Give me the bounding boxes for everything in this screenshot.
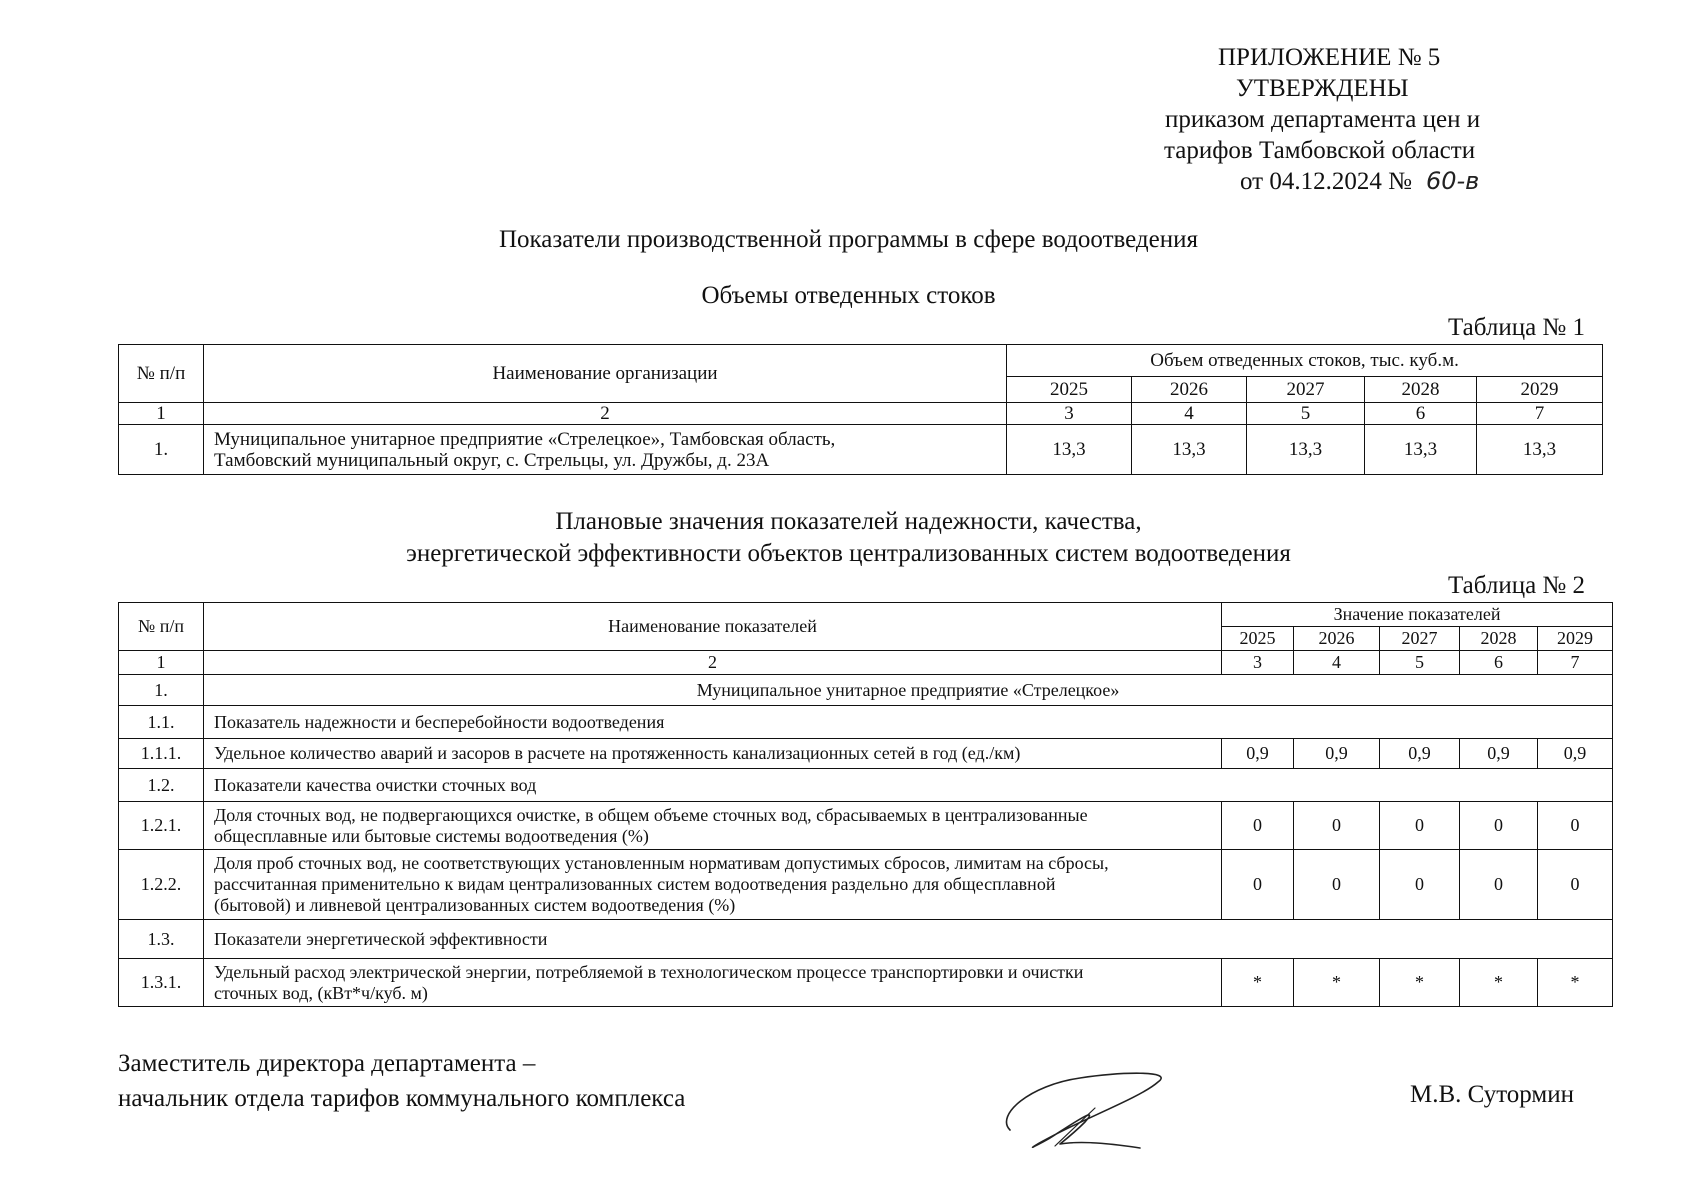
- table2-index-row: [119, 651, 1613, 675]
- table2-value: 0,9: [1294, 739, 1380, 769]
- approved-label: УТВЕРЖДЕНЫ: [1236, 75, 1409, 102]
- handwritten-order-number: 60-в: [1425, 167, 1480, 195]
- table2-value: 0: [1538, 802, 1613, 850]
- table1-value: 13,3: [1007, 425, 1132, 475]
- table1-label: Таблица № 1: [1448, 314, 1586, 341]
- table2-value: *: [1380, 959, 1460, 1007]
- table2-row-num: 1.: [119, 675, 204, 706]
- table2-value: 0,9: [1380, 739, 1460, 769]
- table1-col-group: Объем отведенных стоков, тыс. куб.м.: [1007, 345, 1603, 377]
- table2-value: 0: [1222, 850, 1294, 920]
- table2-index: 2: [204, 651, 1222, 675]
- table-row: [119, 675, 1613, 706]
- table1-index: 4: [1132, 403, 1247, 425]
- table2-row-num: 1.3.1.: [119, 959, 204, 1007]
- table2-index: 5: [1380, 651, 1460, 675]
- table2-col-name: Наименование показателей: [204, 603, 1222, 651]
- table1-index: 7: [1477, 403, 1603, 425]
- table2-value: *: [1222, 959, 1294, 1007]
- approval-order-line1: приказом департамента цен и: [1165, 106, 1481, 133]
- table2-index: 7: [1538, 651, 1613, 675]
- table1-value: 13,3: [1132, 425, 1247, 475]
- table2-value: 0: [1460, 802, 1538, 850]
- table1-value: 13,3: [1365, 425, 1477, 475]
- table2-header-row: [119, 603, 1613, 627]
- table2-section-name: Муниципальное унитарное предприятие «Стрелецкое»: [204, 675, 1613, 706]
- table2-row-num: 1.2.2.: [119, 850, 204, 920]
- table2-year: 2027: [1380, 627, 1460, 651]
- indicator-name-line1: Доля сточных вод, не подвергающихся очистке, в общем объеме сточных вод, сбрасываемых в централизованные: [214, 804, 1088, 825]
- approval-block: [1100, 42, 1640, 197]
- table2-year: 2025: [1222, 627, 1294, 651]
- table2-value: 0: [1380, 802, 1460, 850]
- table1-index: 3: [1007, 403, 1132, 425]
- table2-value: 0,9: [1460, 739, 1538, 769]
- table1-row-num: 1.: [119, 425, 204, 475]
- approval-order-line2: тарифов Тамбовской области: [1164, 137, 1476, 164]
- table2-value: *: [1460, 959, 1538, 1007]
- table2-value: *: [1538, 959, 1613, 1007]
- table1-value: 13,3: [1247, 425, 1365, 475]
- table2-value: *: [1294, 959, 1380, 1007]
- approval-date: от 04.12.2024 №: [1240, 168, 1412, 195]
- table2-value: 0: [1294, 802, 1380, 850]
- organization-name-line2: Тамбовский муниципальный округ, с. Стрельцы, ул. Дружбы, д. 23А: [214, 449, 770, 471]
- table2-col-group: Значение показателей: [1222, 603, 1613, 627]
- table-row: [119, 706, 1613, 739]
- table2-indicator-name: [204, 959, 1222, 1007]
- table1-index: 2: [204, 403, 1007, 425]
- table2-group-name: Показатель надежности и бесперебойности водоотведения: [204, 706, 1613, 739]
- table2-year: 2029: [1538, 627, 1613, 651]
- indicator-name-line2: общесплавные или бытовые системы водоотведения (%): [214, 825, 649, 846]
- table2-group-name: Показатели энергетической эффективности: [204, 920, 1613, 959]
- table2-col-num: № п/п: [119, 603, 204, 651]
- table1-col-num: № п/п: [119, 345, 204, 403]
- table2-indicator-name: Удельное количество аварий и засоров в расчете на протяженность канализационных сетей в год (ед./км): [204, 739, 1222, 769]
- handwritten-signature: [990, 1060, 1170, 1155]
- indicator-name-line3: (бытовой) и ливневой централизованных систем водоотведения (%): [214, 895, 736, 915]
- indicator-name-line1: Доля проб сточных вод, не соответствующих установленным нормативам допустимых сбросов, лимитам на сбросы,: [214, 853, 1109, 873]
- table2-value: 0: [1538, 850, 1613, 920]
- indicator-name-line2: сточных вод, (кВт*ч/куб. м): [214, 982, 428, 1003]
- table-row: [119, 425, 1603, 475]
- table1-header-row: [119, 345, 1603, 377]
- table2-value: 0,9: [1538, 739, 1613, 769]
- signatory-name: М.В. Сутормин: [1410, 1081, 1575, 1108]
- signatory-position-line1: Заместитель директора департамента –: [118, 1050, 536, 1077]
- table-row: [119, 959, 1613, 1007]
- table-indicators: [118, 602, 1613, 1007]
- table2-value: 0: [1222, 802, 1294, 850]
- table1-row-name: [204, 425, 1007, 475]
- signatory-position: [118, 1046, 685, 1116]
- table1-index: 5: [1247, 403, 1365, 425]
- table2-value: 0: [1460, 850, 1538, 920]
- table1-year: 2027: [1247, 377, 1365, 403]
- signatory-position-line2: начальник отдела тарифов коммунального комплекса: [118, 1085, 686, 1112]
- table1-index-row: [119, 403, 1603, 425]
- table2-indicator-name: [204, 850, 1222, 920]
- approval-date-line: [1100, 166, 1640, 197]
- table1-title: Объемы отведенных стоков: [701, 282, 996, 309]
- table2-index: 6: [1460, 651, 1538, 675]
- appendix-number: ПРИЛОЖЕНИЕ № 5: [1218, 44, 1441, 71]
- table-row: [119, 739, 1613, 769]
- table2-value: 0: [1380, 850, 1460, 920]
- table2-year: 2028: [1460, 627, 1538, 651]
- table2-label: Таблица № 2: [1448, 572, 1586, 599]
- table2-indicator-name: [204, 802, 1222, 850]
- table2-title-line2: энергетической эффективности объектов централизованных систем водоотведения: [406, 540, 1291, 567]
- table2-year: 2026: [1294, 627, 1380, 651]
- table1-year: 2026: [1132, 377, 1247, 403]
- table1-value: 13,3: [1477, 425, 1603, 475]
- table1-index: 6: [1365, 403, 1477, 425]
- table1-year: 2028: [1365, 377, 1477, 403]
- table2-row-num: 1.3.: [119, 920, 204, 959]
- table2-index: 1: [119, 651, 204, 675]
- table-row: [119, 769, 1613, 802]
- table2-value: 0: [1294, 850, 1380, 920]
- table-row: [119, 920, 1613, 959]
- organization-name-line1: Муниципальное унитарное предприятие «Стрелецкое», Тамбовская область,: [214, 428, 836, 450]
- table2-row-num: 1.2.: [119, 769, 204, 802]
- table2-row-num: 1.2.1.: [119, 802, 204, 850]
- table2-row-num: 1.1.: [119, 706, 204, 739]
- table1-year: 2029: [1477, 377, 1603, 403]
- indicator-name-line2: рассчитанная применительно к видам централизованных систем водоотведения раздельно для общесплавной: [214, 874, 1056, 894]
- table-row: [119, 850, 1613, 920]
- document-title: Показатели производственной программы в сфере водоотведения: [498, 226, 1199, 253]
- table2-index: 4: [1294, 651, 1380, 675]
- table1-index: 1: [119, 403, 204, 425]
- table1-year: 2025: [1007, 377, 1132, 403]
- table2-value: 0,9: [1222, 739, 1294, 769]
- table2-row-num: 1.1.1.: [119, 739, 204, 769]
- table1-col-name: Наименование организации: [204, 345, 1007, 403]
- table2-group-name: Показатели качества очистки сточных вод: [204, 769, 1613, 802]
- table2-index: 3: [1222, 651, 1294, 675]
- indicator-name-line1: Удельный расход электрической энергии, потребляемой в технологическом процессе транспортировки и очистки: [214, 961, 1084, 982]
- table2-title-line1: Плановые значения показателей надежности, качества,: [555, 508, 1142, 535]
- table-row: [119, 802, 1613, 850]
- table-waste-volumes: [118, 344, 1603, 475]
